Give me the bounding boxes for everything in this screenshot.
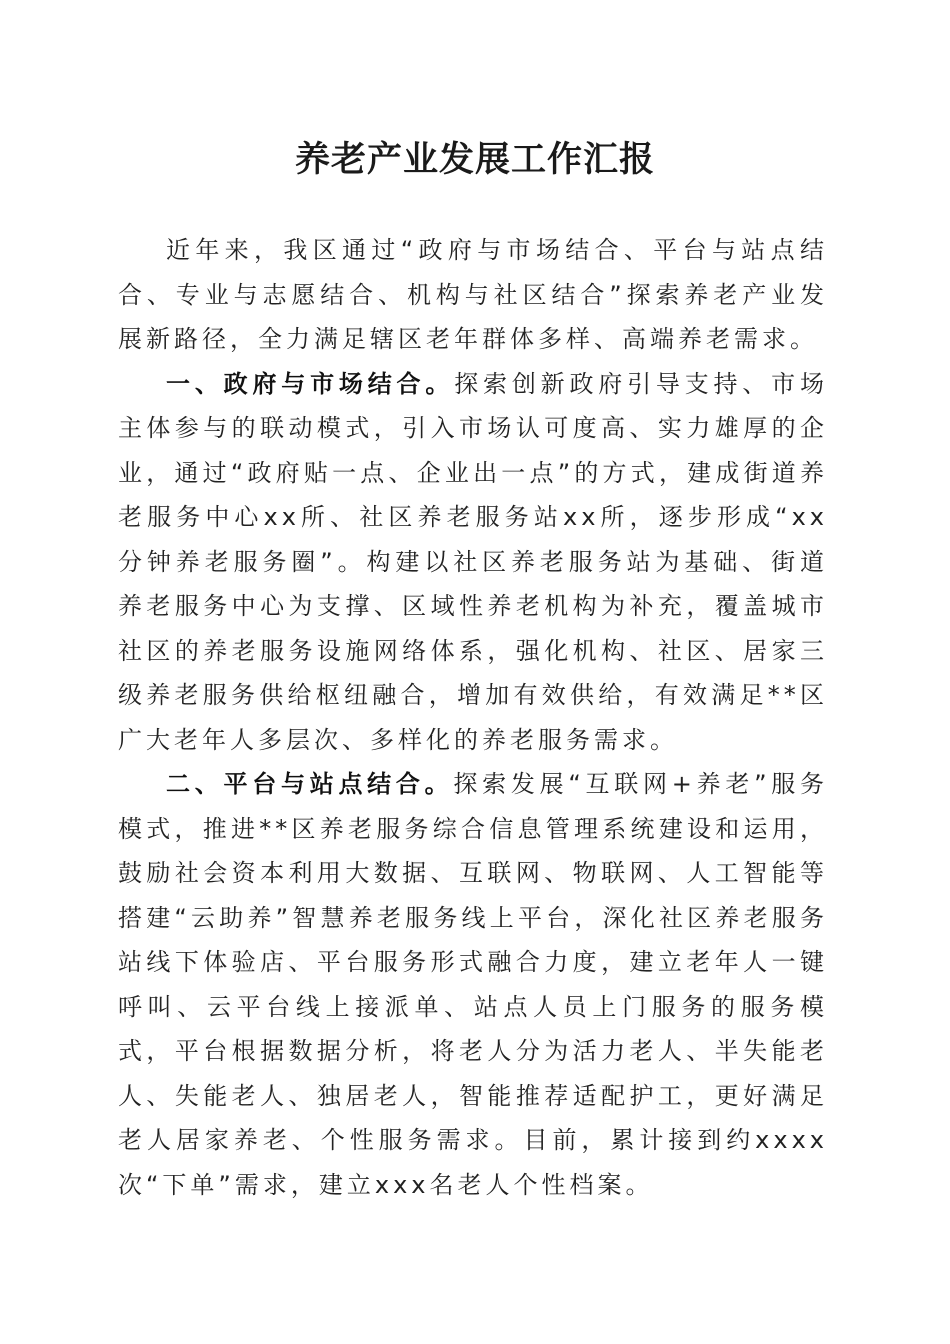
section-2-paragraph [118,762,828,1207]
section-1-heading: 一、政府与市场结合。 [166,369,455,398]
section-1-text: 探索创新政府引导支持、市场主体参与的联动模式，引入市场认可度高、实力雄厚的企业，通过“政府贴一点、企业出一点”的方式，建成街道养老服务中心xx所、社区养老服务站xx所，逐步形成“xx分钟养老服务圈”。构建以社区养老服务站为基础、街道养老服务中心为支撑、区域性养老机构为补充，覆盖城市社区的养老服务设施网络体系，强化机构、社区、居家三级养老服务供给枢纽融合，增加有效供给，有效满足**区广大老年人多层次、多样化的养老服务需求。 [118,369,829,754]
section-1-paragraph [118,362,828,763]
intro-paragraph-text: 近年来，我区通过“政府与市场结合、平台与站点结合、专业与志愿结合、机构与社区结合”探索养老产业发展新路径，全力满足辖区老年群体多样、高端养老需求。 [118,236,828,353]
document-title: 养老产业发展工作汇报 [294,139,655,180]
document-body [118,228,828,1207]
section-2-heading: 二、平台与站点结合。 [166,770,454,798]
intro-paragraph [118,228,828,362]
section-2-text: 探索发展“互联网+养老”服务模式，推进**区养老服务综合信息管理系统建设和运用，鼓励社会资本利用大数据、互联网、物联网、人工智能等搭建“云助养”智慧养老服务线上平台，深化社区养老服务站线下体验店、平台服务形式融合力度，建立老年人一键呼叫、云平台线上接派单、站点人员上门服务的服务模式，平台根据数据分析，将老人分为活力老人、半失能老人、失能老人、独居老人，智能推荐适配护工，更好满足老人居家养老、个性服务需求。目前，累计接到约xxxx次“下单”需求，建立xxx名老人个性档案。 [118,770,828,1199]
